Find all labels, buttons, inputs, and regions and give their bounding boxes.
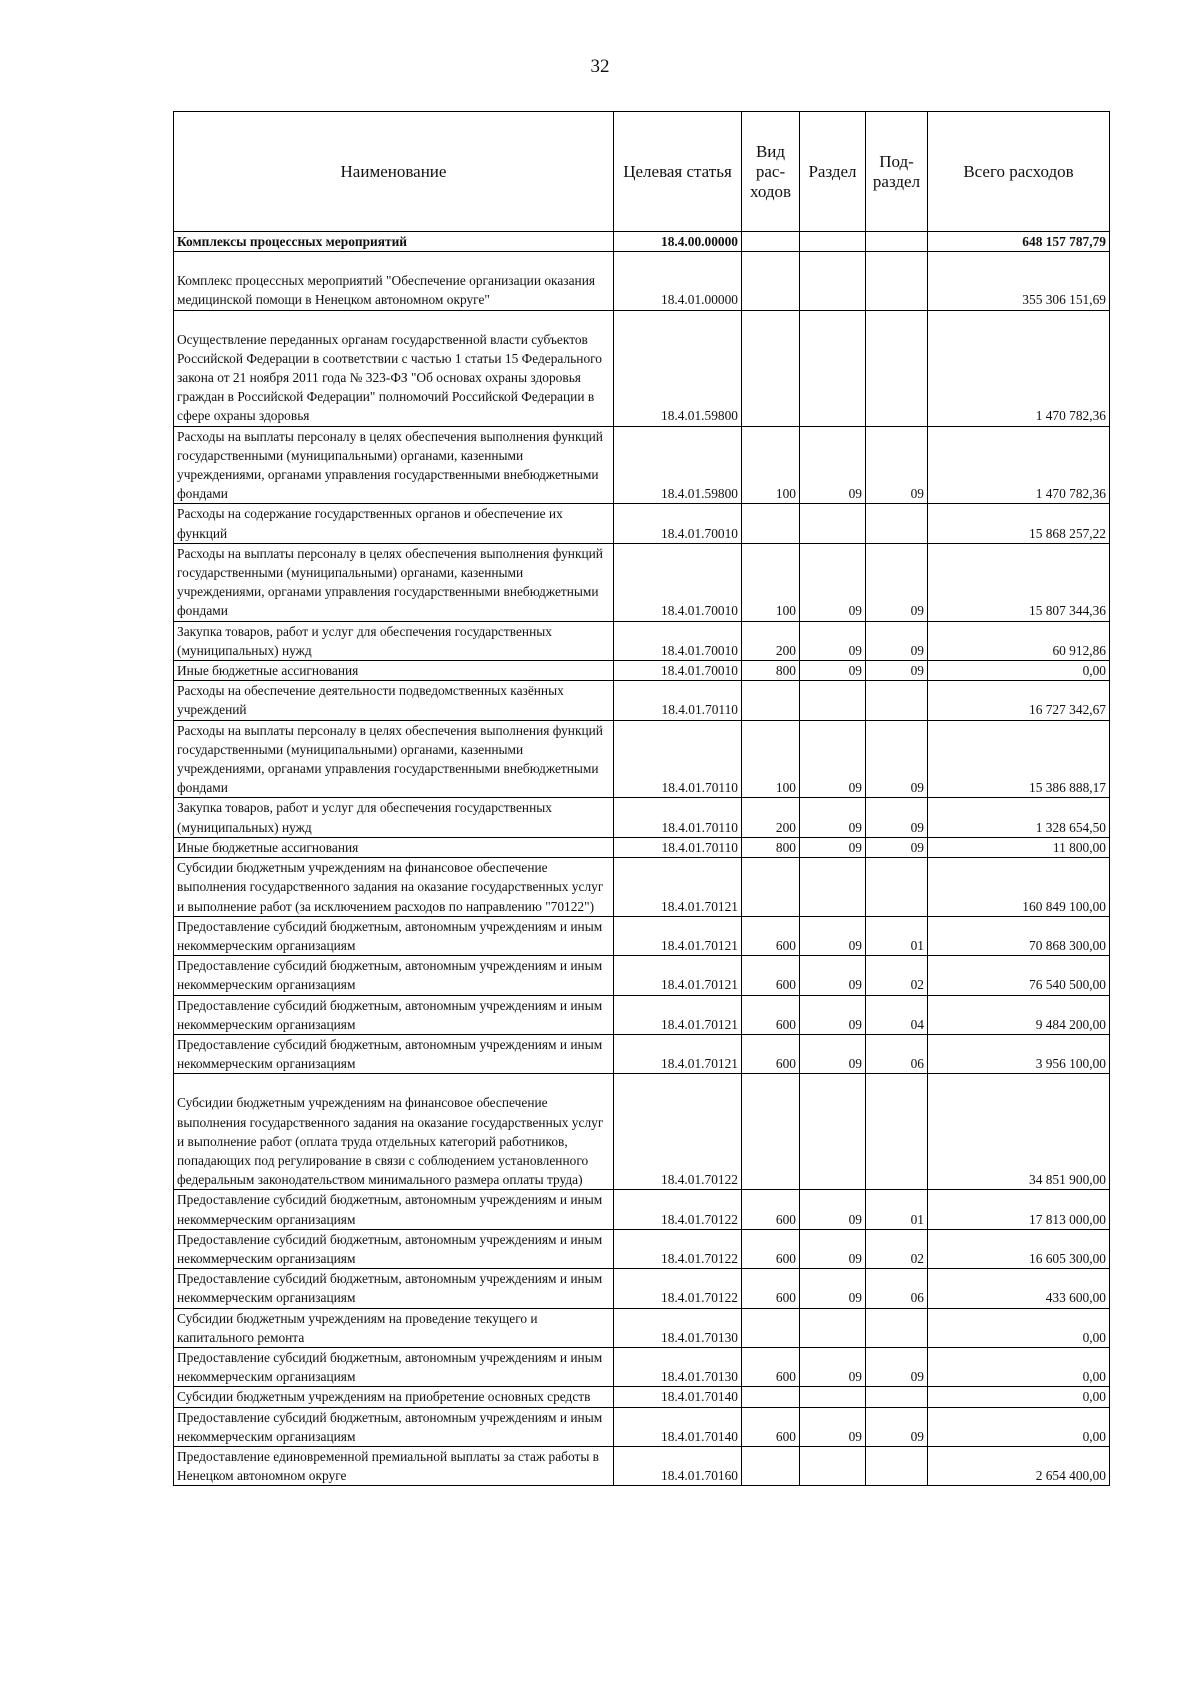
row-name-cell: Осуществление переданных органам государственной власти субъектов Российской Федерации в соответствии с частью 1 статьи 15 Федерального закона от 21 ноября 2011 года № 323-ФЗ "Об основах охраны здоровья граждан в Российской Федерации" полномочий Российской Федерации в сфере охраны здоровья: [174, 310, 614, 426]
row-target-article-cell: 18.4.01.70121: [614, 995, 742, 1034]
row-total-cell: 0,00: [928, 1407, 1110, 1446]
row-section-cell: [800, 858, 866, 917]
row-expense-type-cell: 100: [742, 720, 800, 798]
table-row: [174, 661, 1110, 681]
table-row: [174, 1269, 1110, 1308]
row-subsection-cell: 02: [866, 956, 928, 995]
table-body: [174, 232, 1110, 1486]
row-expense-type-cell: [742, 1074, 800, 1190]
row-target-article-cell: 18.4.00.00000: [614, 232, 742, 252]
row-section-cell: 09: [800, 837, 866, 857]
row-subsection-cell: [866, 310, 928, 426]
table-row: [174, 837, 1110, 857]
row-subsection-cell: 01: [866, 1190, 928, 1229]
row-target-article-cell: 18.4.01.70160: [614, 1446, 742, 1485]
row-name-cell: Субсидии бюджетным учреждениям на финансовое обеспечение выполнения государственного задания на оказание государственных услуг и выполнение работ (оплата труда отдельных категорий работников, попадающих под регулирование в связи с соблюдением установленного федеральным законодательством минимального размера оплаты труда): [174, 1074, 614, 1190]
row-name-cell: Иные бюджетные ассигнования: [174, 837, 614, 857]
row-target-article-cell: 18.4.01.70110: [614, 837, 742, 857]
row-section-cell: 09: [800, 661, 866, 681]
header-expense-type: Вид рас-ходов: [742, 112, 800, 232]
row-name-cell: Предоставление единовременной премиальной выплаты за стаж работы в Ненецком автономном округе: [174, 1446, 614, 1485]
row-expense-type-cell: 200: [742, 798, 800, 837]
row-expense-type-cell: [742, 232, 800, 252]
header-name: Наименование: [174, 112, 614, 232]
row-subsection-cell: 06: [866, 1269, 928, 1308]
row-expense-type-cell: [742, 1387, 800, 1407]
row-name-cell: Предоставление субсидий бюджетным, автономным учреждениям и иным некоммерческим организациям: [174, 1190, 614, 1229]
row-total-cell: 0,00: [928, 1347, 1110, 1386]
row-target-article-cell: 18.4.01.70122: [614, 1074, 742, 1190]
row-total-cell: 16 727 342,67: [928, 681, 1110, 720]
header-subsection: Под-раздел: [866, 112, 928, 232]
row-name-cell: Предоставление субсидий бюджетным, автономным учреждениям и иным некоммерческим организациям: [174, 1347, 614, 1386]
row-subsection-cell: 09: [866, 1407, 928, 1446]
row-subsection-cell: [866, 681, 928, 720]
row-total-cell: 0,00: [928, 1387, 1110, 1407]
table-row: [174, 252, 1110, 310]
row-total-cell: 2 654 400,00: [928, 1446, 1110, 1485]
row-subsection-cell: 06: [866, 1034, 928, 1073]
row-total-cell: 648 157 787,79: [928, 232, 1110, 252]
row-section-cell: 09: [800, 956, 866, 995]
row-subsection-cell: 01: [866, 916, 928, 955]
table-row: [174, 1034, 1110, 1073]
row-total-cell: 9 484 200,00: [928, 995, 1110, 1034]
row-target-article-cell: 18.4.01.70140: [614, 1387, 742, 1407]
row-total-cell: 0,00: [928, 661, 1110, 681]
table-row: [174, 543, 1110, 621]
row-expense-type-cell: 800: [742, 661, 800, 681]
row-name-cell: Предоставление субсидий бюджетным, автономным учреждениям и иным некоммерческим организациям: [174, 1229, 614, 1268]
row-total-cell: 34 851 900,00: [928, 1074, 1110, 1190]
table-row: [174, 1190, 1110, 1229]
row-section-cell: 09: [800, 1407, 866, 1446]
row-section-cell: 09: [800, 426, 866, 504]
row-expense-type-cell: [742, 1446, 800, 1485]
row-total-cell: 433 600,00: [928, 1269, 1110, 1308]
row-target-article-cell: 18.4.01.70121: [614, 858, 742, 917]
row-subsection-cell: [866, 858, 928, 917]
row-target-article-cell: 18.4.01.70122: [614, 1229, 742, 1268]
row-total-cell: 15 868 257,22: [928, 504, 1110, 543]
row-total-cell: 1 470 782,36: [928, 426, 1110, 504]
table-row: [174, 1229, 1110, 1268]
row-name-cell: Комплекс процессных мероприятий "Обеспечение организации оказания медицинской помощи в Ненецком автономном округе": [174, 252, 614, 310]
row-name-cell: Закупка товаров, работ и услуг для обеспечения государственных (муниципальных) нужд: [174, 798, 614, 837]
table-row: [174, 504, 1110, 543]
row-name-cell: Предоставление субсидий бюджетным, автономным учреждениям и иным некоммерческим организациям: [174, 995, 614, 1034]
row-name-cell: Предоставление субсидий бюджетным, автономным учреждениям и иным некоммерческим организациям: [174, 1407, 614, 1446]
table-row: [174, 1308, 1110, 1347]
row-target-article-cell: 18.4.01.70130: [614, 1347, 742, 1386]
row-name-cell: Предоставление субсидий бюджетным, автономным учреждениям и иным некоммерческим организациям: [174, 956, 614, 995]
row-target-article-cell: 18.4.01.00000: [614, 252, 742, 310]
header-total: Всего расходов: [928, 112, 1110, 232]
table-header-row: [174, 112, 1110, 232]
row-section-cell: 09: [800, 798, 866, 837]
row-expense-type-cell: 100: [742, 543, 800, 621]
row-target-article-cell: 18.4.01.70010: [614, 543, 742, 621]
row-subsection-cell: [866, 1387, 928, 1407]
row-expense-type-cell: [742, 1308, 800, 1347]
table-row: [174, 916, 1110, 955]
row-target-article-cell: 18.4.01.70010: [614, 621, 742, 660]
row-subsection-cell: 09: [866, 621, 928, 660]
row-total-cell: 17 813 000,00: [928, 1190, 1110, 1229]
row-total-cell: 15 807 344,36: [928, 543, 1110, 621]
row-name-cell: Субсидии бюджетным учреждениям на приобретение основных средств: [174, 1387, 614, 1407]
row-subsection-cell: 09: [866, 837, 928, 857]
row-name-cell: Расходы на обеспечение деятельности подведомственных казённых учреждений: [174, 681, 614, 720]
row-section-cell: [800, 232, 866, 252]
row-name-cell: Расходы на выплаты персоналу в целях обеспечения выполнения функций государственными (муниципальными) органами, казенными учреждениями, органами управления государственными внебюджетными фондами: [174, 720, 614, 798]
row-name-cell: Субсидии бюджетным учреждениям на проведение текущего и капитального ремонта: [174, 1308, 614, 1347]
row-subsection-cell: [866, 1446, 928, 1485]
row-target-article-cell: 18.4.01.70010: [614, 504, 742, 543]
table-row: [174, 232, 1110, 252]
row-name-cell: Иные бюджетные ассигнования: [174, 661, 614, 681]
row-expense-type-cell: 600: [742, 1190, 800, 1229]
row-target-article-cell: 18.4.01.70122: [614, 1190, 742, 1229]
row-expense-type-cell: [742, 310, 800, 426]
table-row: [174, 1347, 1110, 1386]
row-target-article-cell: 18.4.01.70121: [614, 916, 742, 955]
row-section-cell: 09: [800, 621, 866, 660]
row-target-article-cell: 18.4.01.70010: [614, 661, 742, 681]
row-expense-type-cell: [742, 858, 800, 917]
row-total-cell: 1 470 782,36: [928, 310, 1110, 426]
table-row: [174, 858, 1110, 917]
row-total-cell: 1 328 654,50: [928, 798, 1110, 837]
row-section-cell: [800, 1308, 866, 1347]
row-section-cell: [800, 1074, 866, 1190]
row-subsection-cell: 09: [866, 426, 928, 504]
row-section-cell: [800, 504, 866, 543]
table-row: [174, 995, 1110, 1034]
row-section-cell: [800, 1446, 866, 1485]
row-target-article-cell: 18.4.01.70121: [614, 1034, 742, 1073]
table-row: [174, 1407, 1110, 1446]
row-total-cell: 15 386 888,17: [928, 720, 1110, 798]
row-subsection-cell: 09: [866, 543, 928, 621]
row-expense-type-cell: 600: [742, 916, 800, 955]
row-name-cell: Расходы на выплаты персоналу в целях обеспечения выполнения функций государственными (муниципальными) органами, казенными учреждениями, органами управления государственными внебюджетными фондами: [174, 426, 614, 504]
row-section-cell: [800, 681, 866, 720]
row-section-cell: 09: [800, 1347, 866, 1386]
row-expense-type-cell: 200: [742, 621, 800, 660]
row-expense-type-cell: 600: [742, 1347, 800, 1386]
row-target-article-cell: 18.4.01.70122: [614, 1269, 742, 1308]
row-name-cell: Предоставление субсидий бюджетным, автономным учреждениям и иным некоммерческим организациям: [174, 1269, 614, 1308]
row-expense-type-cell: 600: [742, 1269, 800, 1308]
table-row: [174, 310, 1110, 426]
row-target-article-cell: 18.4.01.70110: [614, 798, 742, 837]
row-name-cell: Предоставление субсидий бюджетным, автономным учреждениям и иным некоммерческим организациям: [174, 916, 614, 955]
row-section-cell: 09: [800, 543, 866, 621]
row-expense-type-cell: 100: [742, 426, 800, 504]
row-target-article-cell: 18.4.01.70140: [614, 1407, 742, 1446]
page-number: 32: [590, 56, 610, 77]
row-section-cell: 09: [800, 1034, 866, 1073]
table-row: [174, 1446, 1110, 1485]
row-subsection-cell: 09: [866, 720, 928, 798]
row-subsection-cell: 09: [866, 1347, 928, 1386]
row-section-cell: 09: [800, 1229, 866, 1268]
table-row: [174, 426, 1110, 504]
row-section-cell: [800, 310, 866, 426]
row-expense-type-cell: [742, 681, 800, 720]
row-total-cell: 355 306 151,69: [928, 252, 1110, 310]
row-total-cell: 70 868 300,00: [928, 916, 1110, 955]
table-row: [174, 956, 1110, 995]
row-total-cell: 160 849 100,00: [928, 858, 1110, 917]
row-target-article-cell: 18.4.01.59800: [614, 426, 742, 504]
row-name-cell: Расходы на содержание государственных органов и обеспечение их функций: [174, 504, 614, 543]
row-target-article-cell: 18.4.01.70110: [614, 720, 742, 798]
row-total-cell: 0,00: [928, 1308, 1110, 1347]
row-subsection-cell: 04: [866, 995, 928, 1034]
row-section-cell: 09: [800, 916, 866, 955]
row-subsection-cell: [866, 504, 928, 543]
row-section-cell: 09: [800, 720, 866, 798]
row-name-cell: Комплексы процессных мероприятий: [174, 232, 614, 252]
row-name-cell: Закупка товаров, работ и услуг для обеспечения государственных (муниципальных) нужд: [174, 621, 614, 660]
row-expense-type-cell: [742, 252, 800, 310]
row-expense-type-cell: 600: [742, 995, 800, 1034]
row-expense-type-cell: [742, 504, 800, 543]
row-name-cell: Субсидии бюджетным учреждениям на финансовое обеспечение выполнения государственного задания на оказание государственных услуг и выполнение работ (за исключением расходов по направлению "70122"): [174, 858, 614, 917]
row-name-cell: Расходы на выплаты персоналу в целях обеспечения выполнения функций государственными (муниципальными) органами, казенными учреждениями, органами управления государственными внебюджетными фондами: [174, 543, 614, 621]
row-target-article-cell: 18.4.01.70121: [614, 956, 742, 995]
row-expense-type-cell: 600: [742, 1034, 800, 1073]
row-target-article-cell: 18.4.01.70130: [614, 1308, 742, 1347]
row-subsection-cell: 09: [866, 661, 928, 681]
row-expense-type-cell: 600: [742, 1407, 800, 1446]
row-subsection-cell: [866, 1074, 928, 1190]
table-row: [174, 1387, 1110, 1407]
row-expense-type-cell: 800: [742, 837, 800, 857]
row-section-cell: 09: [800, 1269, 866, 1308]
row-expense-type-cell: 600: [742, 956, 800, 995]
table-row: [174, 1074, 1110, 1190]
row-total-cell: 11 800,00: [928, 837, 1110, 857]
table-row: [174, 621, 1110, 660]
header-section: Раздел: [800, 112, 866, 232]
row-target-article-cell: 18.4.01.70110: [614, 681, 742, 720]
row-total-cell: 60 912,86: [928, 621, 1110, 660]
row-name-cell: Предоставление субсидий бюджетным, автономным учреждениям и иным некоммерческим организациям: [174, 1034, 614, 1073]
row-target-article-cell: 18.4.01.59800: [614, 310, 742, 426]
row-section-cell: [800, 252, 866, 310]
row-section-cell: 09: [800, 1190, 866, 1229]
table-row: [174, 681, 1110, 720]
row-section-cell: [800, 1387, 866, 1407]
row-subsection-cell: [866, 252, 928, 310]
row-subsection-cell: 02: [866, 1229, 928, 1268]
table-row: [174, 720, 1110, 798]
header-target-article: Целевая статья: [614, 112, 742, 232]
row-section-cell: 09: [800, 995, 866, 1034]
row-expense-type-cell: 600: [742, 1229, 800, 1268]
row-total-cell: 76 540 500,00: [928, 956, 1110, 995]
row-total-cell: 3 956 100,00: [928, 1034, 1110, 1073]
table-row: [174, 798, 1110, 837]
row-total-cell: 16 605 300,00: [928, 1229, 1110, 1268]
row-subsection-cell: [866, 232, 928, 252]
row-subsection-cell: 09: [866, 798, 928, 837]
row-subsection-cell: [866, 1308, 928, 1347]
budget-table: [173, 111, 1110, 1486]
